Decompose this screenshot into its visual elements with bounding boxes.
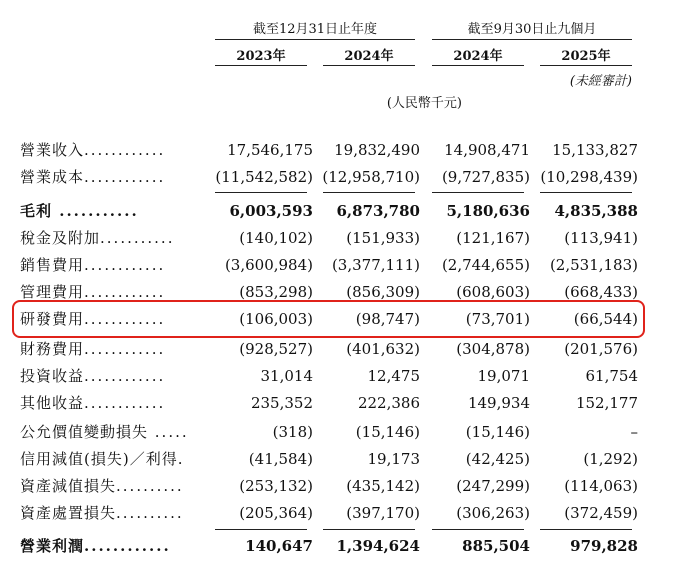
cell-2024-nine-months: (121,167) (456, 229, 530, 247)
cell-2023: 31,014 (260, 367, 313, 385)
table-row-operating-profit (0, 533, 700, 560)
cell-2023: 17,546,175 (227, 141, 313, 159)
cell-2024-annual: 19,173 (367, 450, 420, 468)
cell-2024-nine-months: (247,299) (456, 477, 530, 495)
leader-dots: ............ (84, 168, 166, 186)
leader-dots: .......... (116, 477, 184, 495)
cell-2023: 6,003,593 (229, 202, 313, 220)
header-year-rule-3 (432, 65, 524, 66)
table-row-asset-impairment (0, 473, 700, 500)
leader-dots: .......... (116, 504, 184, 522)
row-label: 營業利潤 (20, 537, 85, 555)
leader-dots: ............ (84, 340, 166, 358)
table-row-revenue (0, 137, 700, 164)
cell-2024-annual: (401,632) (346, 340, 420, 358)
cell-2024-annual: 1,394,624 (336, 537, 420, 555)
cell-2024-annual: (151,933) (346, 229, 420, 247)
cell-2025-nine-months: (2,531,183) (549, 256, 638, 274)
leader-dots: ............ (84, 537, 171, 555)
total-rule-4 (540, 529, 632, 530)
leader-dots: ........... (52, 202, 139, 220)
cell-2024-annual: (15,146) (355, 423, 420, 441)
cell-2024-nine-months: (2,744,655) (441, 256, 530, 274)
header-year-rule-2 (323, 65, 415, 66)
cell-2023: (41,584) (248, 450, 313, 468)
leader-dots: ............ (84, 141, 166, 159)
cell-2023: 235,352 (250, 394, 313, 412)
row-label: 其他收益 (20, 394, 85, 412)
cell-2024-annual: (3,377,111) (331, 256, 420, 274)
table-row-finance-expenses (0, 336, 700, 363)
row-label: 財務費用 (20, 340, 85, 358)
header-year-2024-nine-months: 2024年 (453, 49, 503, 64)
cell-2025-nine-months: 4,835,388 (554, 202, 638, 220)
unaudited-note: (未經審計) (569, 74, 632, 89)
cell-2025-nine-months: (668,433) (564, 283, 638, 301)
subtotal-rule-4 (540, 192, 632, 193)
total-rule-2 (323, 529, 415, 530)
cell-2024-annual: (12,958,710) (322, 168, 420, 186)
cell-2025-nine-months: 15,133,827 (552, 141, 638, 159)
header-year-2025-nine-months: 2025年 (561, 49, 611, 64)
cell-2024-nine-months: (304,878) (456, 340, 530, 358)
cell-2024-nine-months: 149,934 (467, 394, 530, 412)
cell-2025-nine-months: (201,576) (564, 340, 638, 358)
row-label: 營業收入 (20, 141, 85, 159)
cell-2024-annual: 12,475 (367, 367, 420, 385)
table-row-fair-value-loss (0, 419, 700, 446)
cell-2024-annual: (98,747) (355, 310, 420, 328)
row-label: 研發費用 (20, 310, 85, 328)
total-rule-3 (432, 529, 524, 530)
cell-2023: (928,527) (239, 340, 313, 358)
subtotal-rule-2 (323, 192, 415, 193)
cell-2025-nine-months: (66,544) (573, 310, 638, 328)
total-rule-1 (215, 529, 307, 530)
leader-dots: ............ (84, 256, 166, 274)
subtotal-rule-1 (215, 192, 307, 193)
table-row-asset-disposal-loss (0, 500, 700, 527)
cell-2024-annual: (435,142) (346, 477, 420, 495)
row-label: 管理費用 (20, 283, 85, 301)
cell-2024-annual: (397,170) (346, 504, 420, 522)
cell-2025-nine-months: (1,292) (583, 450, 638, 468)
cell-2025-nine-months: 61,754 (585, 367, 638, 385)
leader-dots: ..... (148, 423, 189, 441)
cell-2025-nine-months: 979,828 (570, 537, 638, 555)
cell-2025-nine-months: (372,459) (564, 504, 638, 522)
row-label: 毛利 (20, 202, 53, 220)
cell-2023: (3,600,984) (224, 256, 313, 274)
header-year-2023: 2023年 (236, 49, 286, 64)
row-label: 信用減值(損失)／利得 (20, 450, 178, 468)
cell-2025-nine-months: 152,177 (575, 394, 638, 412)
row-label: 投資收益 (20, 367, 85, 385)
row-label: 資產處置損失 (20, 504, 117, 522)
cell-2024-nine-months: (306,263) (456, 504, 530, 522)
cell-2023: (853,298) (239, 283, 313, 301)
unit-note: (人民幣千元) (386, 96, 462, 111)
row-label: 資產減值損失 (20, 477, 117, 495)
cell-2024-annual: 222,386 (357, 394, 420, 412)
table-row-other-income (0, 390, 700, 417)
cell-2024-annual: 19,832,490 (334, 141, 420, 159)
cell-2023: (140,102) (239, 229, 313, 247)
row-label: 稅金及附加 (20, 229, 101, 247)
cell-2023: (253,132) (239, 477, 313, 495)
cell-2023: (205,364) (239, 504, 313, 522)
header-year-2024-annual: 2024年 (344, 49, 394, 64)
row-label: 銷售費用 (20, 256, 85, 274)
header-group-annual: 截至12月31日止年度 (252, 22, 378, 37)
cell-2024-nine-months: 885,504 (462, 537, 530, 555)
header-year-rule-1 (215, 65, 307, 66)
cell-2023: 140,647 (245, 537, 313, 555)
leader-dots: ............ (84, 283, 166, 301)
row-label: 公允價值變動損失 (20, 423, 149, 441)
header-group-nine-months-rule (432, 39, 632, 40)
cell-2025-nine-months: (10,298,439) (540, 168, 638, 186)
cell-2024-nine-months: (15,146) (465, 423, 530, 441)
cell-2024-nine-months: (73,701) (465, 310, 530, 328)
cell-2023: (318) (272, 423, 313, 441)
leader-dots: ............ (84, 310, 166, 328)
leader-dots: ............ (84, 367, 166, 385)
highlight-box-rd-expenses (12, 300, 645, 338)
row-label: 營業成本 (20, 168, 85, 186)
cell-2023: (11,542,582) (215, 168, 313, 186)
cell-2024-nine-months: (9,727,835) (441, 168, 530, 186)
cell-2024-nine-months: (608,603) (456, 283, 530, 301)
table-row-investment-income (0, 363, 700, 390)
cell-2024-nine-months: 5,180,636 (446, 202, 530, 220)
leader-dots: ............ (84, 394, 166, 412)
cell-2024-nine-months: (42,425) (465, 450, 530, 468)
cell-2024-nine-months: 19,071 (477, 367, 530, 385)
table-row-credit-impairment (0, 446, 700, 473)
cell-2024-annual: (856,309) (346, 283, 420, 301)
cell-2025-nine-months: – (630, 423, 638, 441)
subtotal-rule-3 (432, 192, 524, 193)
cell-2025-nine-months: (113,941) (564, 229, 638, 247)
table-row-selling-expenses (0, 252, 700, 279)
table-row-taxes-and-surcharges (0, 225, 700, 252)
header-year-rule-4 (540, 65, 632, 66)
cell-2025-nine-months: (114,063) (564, 477, 638, 495)
leader-dots: ........... (100, 229, 175, 247)
header-group-annual-rule (215, 39, 415, 40)
header-group-nine-months: 截至9月30日止九個月 (467, 22, 597, 37)
cell-2024-annual: 6,873,780 (336, 202, 420, 220)
leader-dots: . (177, 450, 185, 468)
cell-2023: (106,003) (239, 310, 313, 328)
table-row-cost-of-sales (0, 164, 700, 191)
table-row-gross-profit (0, 198, 700, 225)
cell-2024-nine-months: 14,908,471 (444, 141, 530, 159)
